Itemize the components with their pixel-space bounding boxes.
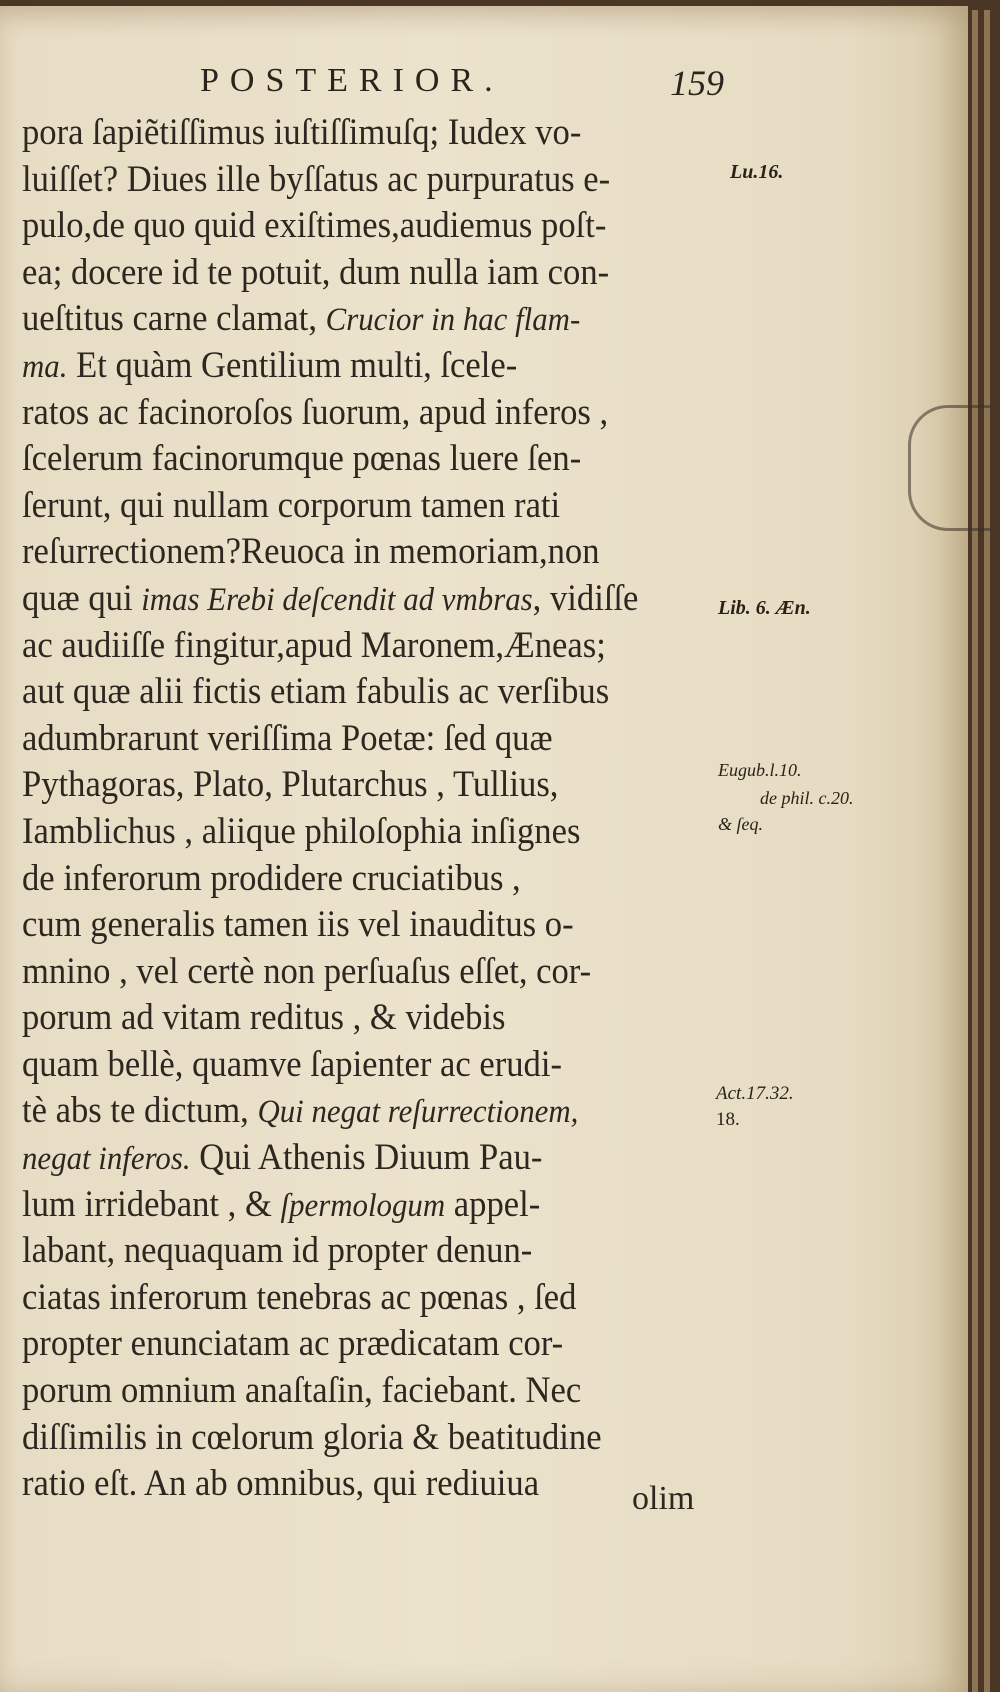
text-segment: ratio eſt. An ab omnibus, qui rediuiua — [22, 1463, 540, 1505]
text-segment: diſſimilis in cœlorum gloria & beatitudine — [22, 1416, 602, 1458]
text-segment: porum omnium anaſtaſin, faciebant. Nec — [22, 1370, 582, 1412]
text-segment: ueſtitus carne clamat, — [22, 298, 326, 340]
marginal-note: Lu.16. — [730, 161, 784, 183]
text-segment: mnino , vel certè non perſuaſus eſſet, cor- — [22, 950, 592, 992]
text-segment: labant, nequaquam id propter denun- — [22, 1230, 533, 1272]
page-edge — [972, 10, 978, 1692]
text-line — [22, 1321, 658, 1368]
page-number: 159 — [670, 63, 724, 103]
text-segment: Qui Athenis Diuum Pau- — [190, 1137, 543, 1179]
text-line — [22, 436, 658, 483]
text-line — [22, 856, 658, 903]
text-segment: porum ad vitam reditus , & videbis — [22, 997, 506, 1039]
italic-text: ſpermologum — [280, 1187, 446, 1224]
text-line — [22, 1042, 658, 1089]
text-line — [22, 1088, 658, 1135]
text-line — [22, 1228, 658, 1275]
text-line — [22, 809, 658, 856]
text-line — [22, 203, 658, 250]
text-segment: , vidiſſe — [532, 577, 639, 619]
marginal-note: Lib. 6. Æn. — [718, 597, 811, 619]
text-segment: quam bellè, quamve ſapienter ac erudi- — [22, 1043, 563, 1085]
italic-text: Crucior in hac flam- — [325, 302, 581, 339]
text-line — [22, 483, 658, 530]
text-line — [22, 1275, 658, 1322]
italic-text: negat inferos. — [22, 1141, 191, 1178]
text-line — [22, 1182, 658, 1229]
text-segment: reſurrectionem?Reuoca in memoriam,non — [22, 531, 600, 573]
text-segment: appel- — [445, 1183, 541, 1225]
text-segment: aut quæ alii fictis etiam fabulis ac verſibus — [22, 671, 610, 713]
marginal-note: Eugub.l.10. — [718, 760, 802, 780]
text-segment: propter enunciatam ac prædicatam cor- — [22, 1323, 564, 1365]
marginal-note: & ſeq. — [718, 814, 763, 834]
text-line — [22, 1368, 658, 1415]
text-segment: Iamblichus , aliique philoſophia inſignes — [22, 810, 581, 852]
text-line — [22, 250, 658, 297]
text-line — [22, 902, 658, 949]
italic-text: imas Erebi deſcendit ad vmbras — [141, 581, 533, 618]
italic-text: ma. — [22, 348, 68, 385]
running-title: POSTERIOR. — [200, 62, 504, 99]
text-line — [22, 995, 658, 1042]
marginal-note: de phil. c.20. — [760, 788, 854, 808]
text-line — [22, 390, 658, 437]
text-segment: adumbrarunt veriſſima Poetæ: ſed quæ — [22, 717, 553, 759]
page-tab-mark — [908, 405, 991, 531]
text-segment: ſerunt, qui nullam corporum tamen rati — [22, 484, 561, 526]
text-line — [22, 110, 658, 157]
text-line — [22, 576, 658, 623]
text-segment: quæ qui — [22, 577, 142, 619]
marginal-note: Act.17.32. — [716, 1083, 794, 1104]
marginal-note: 18. — [716, 1109, 740, 1130]
text-line — [22, 669, 658, 716]
text-segment: ratos ac facinoroſos ſuorum, apud inferos , — [22, 391, 609, 433]
text-segment: Et quàm Gentilium multi, ſcele- — [67, 344, 518, 386]
text-segment: de inferorum prodidere cruciatibus , — [22, 857, 521, 899]
text-line — [22, 623, 658, 670]
text-line — [22, 296, 658, 343]
text-segment: ciatas inferorum tenebras ac pœnas , ſed — [22, 1276, 577, 1318]
text-segment: lum irridebant , & — [22, 1183, 281, 1225]
text-line — [22, 157, 658, 204]
text-segment: pora ſapiẽtiſſimus iuſtiſſimuſq; Iudex vo- — [22, 112, 582, 153]
italic-text: Qui negat reſurrectionem, — [257, 1094, 579, 1131]
text-segment: pulo,de quo quid exiſtimes,audiemus poſt- — [22, 205, 607, 247]
text-segment: ſcelerum facinorumque pœnas luere ſen- — [22, 438, 582, 480]
body-text — [22, 110, 702, 1508]
page-header — [200, 62, 724, 112]
text-segment: ac audiiſſe fingitur,apud Maronem,Æneas; — [22, 624, 606, 666]
text-line — [22, 949, 658, 996]
text-line — [22, 1461, 658, 1508]
text-line — [22, 1135, 658, 1182]
catchword: olim — [632, 1480, 695, 1517]
text-segment: cum generalis tamen iis vel inauditus o- — [22, 904, 574, 946]
text-line — [22, 716, 658, 763]
text-line — [22, 343, 658, 390]
text-segment: ea; docere id te potuit, dum nulla iam con- — [22, 251, 610, 293]
text-line — [22, 1415, 658, 1462]
text-segment: Pythagoras, Plato, Plutarchus , Tullius, — [22, 764, 559, 806]
text-line — [22, 762, 658, 809]
text-segment: tè abs te dictum, — [22, 1090, 258, 1132]
page-edge — [984, 10, 990, 1692]
text-segment: luiſſet? Diues ille byſſatus ac purpuratus e- — [22, 158, 611, 200]
text-line — [22, 529, 658, 576]
